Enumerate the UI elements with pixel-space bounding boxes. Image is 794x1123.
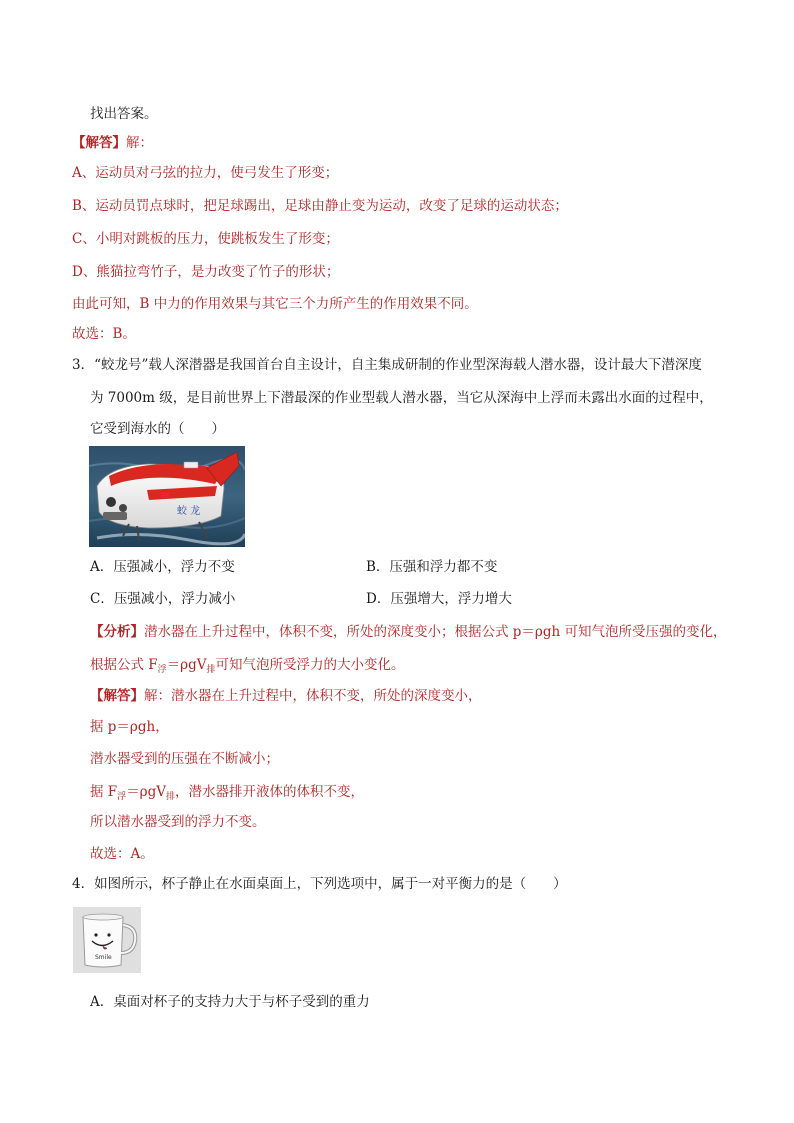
q2-explain-a: A、运动员对弓弦的拉力，使弓发生了形变；: [72, 165, 339, 181]
q3-answer-sub2: 排: [166, 792, 176, 802]
q2-answer-tag: 【解答】: [72, 135, 126, 151]
q3-analysis-text2a: 根据公式 F: [90, 657, 158, 673]
q2-hint-tail: 找出答案。: [90, 106, 158, 122]
q3-analysis-text1: 潜水器在上升过程中，体积不变，所处的深度变小；根据公式 p＝ρgh 可知气泡所受压强的变化，: [144, 624, 727, 640]
smile-mug-image: [73, 907, 141, 973]
q3-option-a: A．压强减小，浮力不变: [90, 559, 235, 575]
q3-analysis-sub2: 排: [206, 665, 216, 675]
q2-explain-d: D、熊猫拉弯竹子，是力改变了竹子的形状；: [72, 264, 340, 280]
submersible-photo: [89, 446, 245, 547]
q3-answer-text4a: 据 F: [90, 784, 118, 800]
q3-answer-line5: 所以潜水器受到的浮力不变。: [90, 814, 266, 830]
mug-lettering: Smile: [95, 954, 112, 961]
q2-answer-heading: [72, 133, 153, 153]
q3-option-d: D．压强增大，浮力增大: [366, 591, 512, 607]
q2-explain-b: B、运动员罚点球时，把足球踢出，足球由静止变为运动，改变了足球的运动状态；: [72, 198, 568, 214]
q3-answer-line1: [90, 686, 482, 706]
q3-answer-line3: 潜水器受到的压强在不断减小；: [90, 751, 279, 767]
q3-stem-line2: 为 7000m 级，是目前世界上下潜最深的作业型载人潜水器，当它从深海中上浮而未露出水面的过程中，: [90, 390, 713, 406]
jiaolong-submersible-image: [89, 446, 245, 547]
q3-analysis-text2b: ＝ρgV: [166, 657, 207, 673]
q3-answer-line4: [90, 782, 364, 807]
q2-final-answer: 故选：B。: [72, 326, 136, 342]
q3-analysis-sub1: 浮: [157, 665, 167, 675]
q3-analysis-tag: 【分析】: [90, 624, 144, 640]
q2-conclusion: 由此可知，B 中力的作用效果与其它三个力所产生的作用效果不同。: [72, 296, 478, 312]
q3-stem-line1: 3．“蛟龙号”载人深潜器是我国首台自主设计，自主集成研制的作业型深海载人潜水器，设计最大下潜深度: [72, 357, 702, 373]
q3-analysis-line2: [90, 655, 405, 680]
q2-explain-c: C、小明对跳板的压力，使跳板发生了形变；: [72, 231, 339, 247]
q3-answer-sub1: 浮: [117, 792, 127, 802]
q4-stem: 4．如图所示，杯子静止在水面桌面上，下列选项中，属于一对平衡力的是（ ）: [72, 876, 567, 892]
q3-analysis-text2c: 可知气泡所受浮力的大小变化。: [215, 657, 405, 673]
q2-answer-lead: 解：: [126, 135, 153, 151]
q3-final-answer: 故选：A。: [90, 846, 154, 862]
q4-option-a: A．桌面对杯子的支持力大于与杯子受到的重力: [90, 994, 370, 1010]
q3-answer-text4b: ＝ρgV: [126, 784, 167, 800]
q3-answer-tag: 【解答】: [90, 688, 144, 704]
q3-analysis-line1: [90, 622, 727, 642]
cup-photo: [73, 907, 141, 973]
q3-option-c: C．压强减小，浮力减小: [90, 591, 236, 607]
q3-stem-line3: 它受到海水的（ ）: [90, 421, 225, 437]
q3-answer-line2: 据 p＝ρgh，: [90, 719, 169, 735]
hull-lettering: 蛟 龙: [177, 506, 201, 517]
q3-answer-text1: 解：潜水器在上升过程中，体积不变，所处的深度变小，: [144, 688, 482, 704]
q3-option-b: B．压强和浮力都不变: [366, 559, 498, 575]
q3-answer-text4c: ，潜水器排开液体的体积不变，: [175, 784, 365, 800]
